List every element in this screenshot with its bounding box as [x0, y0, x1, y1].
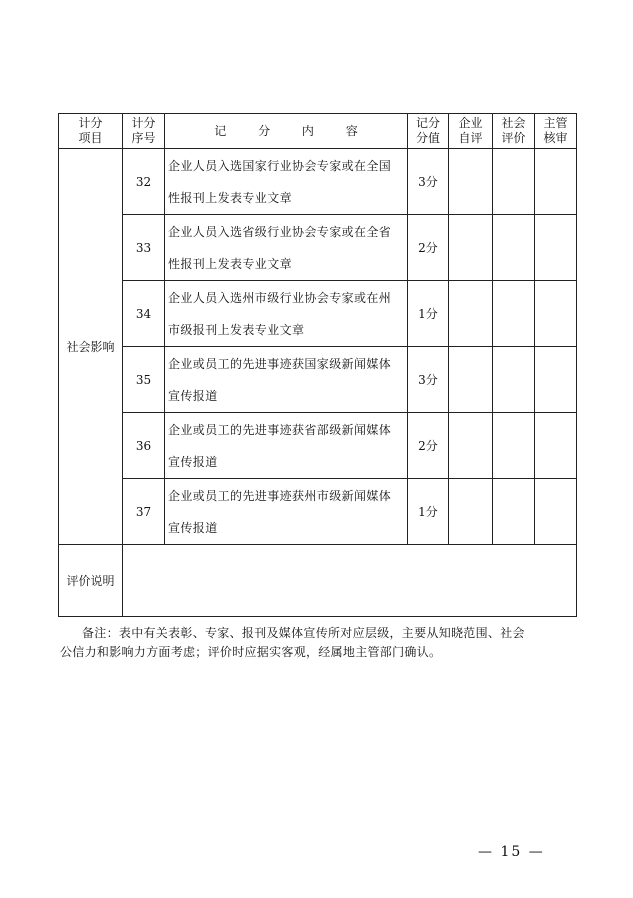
header-social-evaluation [493, 114, 535, 149]
social-evaluation-cell[interactable] [493, 215, 535, 281]
row-score: 3分 [408, 149, 449, 215]
self-evaluation-cell[interactable] [449, 215, 493, 281]
evaluation-notes-cell[interactable] [123, 545, 577, 617]
header-number [123, 114, 165, 149]
social-evaluation-cell[interactable] [493, 149, 535, 215]
header-number-line1: 计分 [131, 116, 156, 130]
row-content [165, 281, 408, 347]
header-score-line1: 记分 [415, 116, 440, 130]
header-score-line2: 分值 [415, 131, 440, 145]
self-evaluation-cell[interactable] [449, 149, 493, 215]
social-evaluation-cell[interactable] [493, 413, 535, 479]
self-evaluation-cell[interactable] [449, 413, 493, 479]
row-number: 35 [123, 347, 165, 413]
social-evaluation-cell[interactable] [493, 347, 535, 413]
table-row [59, 149, 577, 215]
row-content-line1: 企业或员工的先进事迹获国家级新闻媒体 [168, 356, 392, 371]
supervisor-review-cell[interactable] [535, 281, 577, 347]
row-number: 36 [123, 413, 165, 479]
header-number-line2: 序号 [131, 131, 156, 145]
row-content-line2: 宣传报道 [168, 454, 218, 469]
self-evaluation-cell[interactable] [449, 479, 493, 545]
row-number: 32 [123, 149, 165, 215]
row-content-line2: 性报刊上发表专业文章 [168, 256, 293, 271]
table-header-row [59, 114, 577, 149]
header-content: 记 分 内 容 [165, 114, 408, 149]
evaluation-row [59, 545, 577, 617]
row-content-line2: 宣传报道 [168, 520, 218, 535]
header-supervisor-line1: 主管 [543, 116, 568, 130]
table-row [59, 413, 577, 479]
social-evaluation-cell[interactable] [493, 479, 535, 545]
table-row [59, 347, 577, 413]
evaluation-label: 评价说明 [59, 545, 123, 617]
table-note [60, 624, 577, 662]
row-content [165, 215, 408, 281]
scoring-table [58, 113, 577, 617]
row-number: 33 [123, 215, 165, 281]
supervisor-review-cell[interactable] [535, 479, 577, 545]
row-number: 37 [123, 479, 165, 545]
row-content-line2: 宣传报道 [168, 388, 218, 403]
row-score: 3分 [408, 347, 449, 413]
header-social-line1: 社会 [501, 116, 526, 130]
row-score: 1分 [408, 281, 449, 347]
header-self-evaluation [449, 114, 493, 149]
row-content-line1: 企业人员入选州市级行业协会专家或在州 [168, 290, 392, 305]
supervisor-review-cell[interactable] [535, 413, 577, 479]
row-score: 2分 [408, 413, 449, 479]
row-content [165, 149, 408, 215]
row-number: 34 [123, 281, 165, 347]
note-line2: 公信力和影响力方面考虑；评价时应据实客观，经属地主管部门确认。 [60, 645, 442, 659]
header-category-line1: 计分 [78, 116, 103, 130]
row-content-line1: 企业或员工的先进事迹获省部级新闻媒体 [168, 422, 392, 437]
page-number: — 15 — [478, 844, 545, 860]
self-evaluation-cell[interactable] [449, 347, 493, 413]
table-row [59, 281, 577, 347]
row-score: 1分 [408, 479, 449, 545]
header-social-line2: 评价 [501, 131, 526, 145]
row-content [165, 479, 408, 545]
header-category [59, 114, 123, 149]
table-row [59, 215, 577, 281]
row-content-line2: 市级报刊上发表专业文章 [168, 322, 305, 337]
row-content [165, 413, 408, 479]
row-score: 2分 [408, 215, 449, 281]
supervisor-review-cell[interactable] [535, 149, 577, 215]
supervisor-review-cell[interactable] [535, 347, 577, 413]
self-evaluation-cell[interactable] [449, 281, 493, 347]
note-line1: 备注：表中有关表彰、专家、报刊及媒体宣传所对应层级，主要从知晓范围、社会 [82, 626, 525, 640]
header-supervisor-line2: 核审 [543, 131, 568, 145]
row-content-line1: 企业或员工的先进事迹获州市级新闻媒体 [168, 488, 392, 503]
row-content-line2: 性报刊上发表专业文章 [168, 190, 293, 205]
row-content-line1: 企业人员入选省级行业协会专家或在全省 [168, 224, 392, 239]
header-supervisor-review [535, 114, 577, 149]
header-self-line2: 自评 [458, 131, 483, 145]
table-row [59, 479, 577, 545]
supervisor-review-cell[interactable] [535, 215, 577, 281]
social-evaluation-cell[interactable] [493, 281, 535, 347]
header-self-line1: 企业 [458, 116, 483, 130]
category-cell: 社会影响 [59, 149, 123, 545]
header-score [408, 114, 449, 149]
row-content [165, 347, 408, 413]
header-category-line2: 项目 [78, 131, 103, 145]
row-content-line1: 企业人员入选国家行业协会专家或在全国 [168, 158, 392, 173]
